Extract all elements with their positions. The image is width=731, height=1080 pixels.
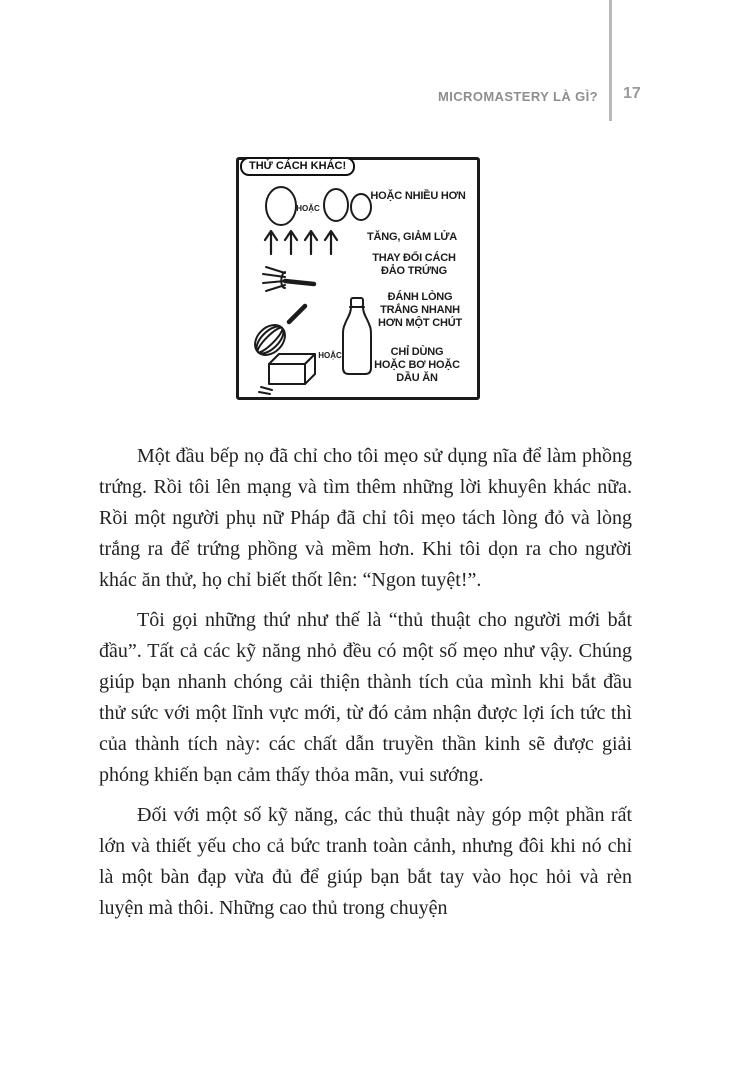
label-adjust-heat: TĂNG, GIẢM LỬA [366, 231, 458, 243]
page-number: 17 [623, 85, 641, 102]
label-butter-or-oil: CHỈ DÙNG HOẶC BƠ HOẶC DẦU ĂN [374, 346, 460, 384]
paragraph-2: Tôi gọi những thứ như thế là “thủ thuật cho người mới bắt đầu”. Tất cả các kỹ năng nhỏ đều có một số mẹo như vậy. Chúng giúp bạn nhanh chóng cải thiện thành tích của mình khi bắt đầu thử sức với một lĩnh vực mới, từ đó cảm nhận được lợi ích tức thì của thành tích này: các chất dẫn truyền thần kinh sẽ được giải phóng khiến bạn cảm thấy thỏa mãn, vui sướng. [99, 609, 632, 786]
body-text [99, 441, 632, 933]
label-whisk-faster: ĐÁNH LÒNG TRẮNG NHANH HƠN MỘT CHÚT [378, 291, 462, 329]
running-title: MICROMASTERY LÀ GÌ? [438, 89, 598, 104]
fork-icon [263, 267, 314, 291]
oil-bottle-icon [343, 298, 371, 374]
label-change-stir: THAY ĐỔI CÁCH ĐẢO TRỨNG [372, 252, 456, 277]
illustration-caption: THỬ CÁCH KHÁC! [240, 157, 355, 176]
butter-icon [259, 354, 315, 394]
label-or-fat: HOẶC [318, 351, 342, 360]
label-more-eggs: HOẶC NHIỀU HƠN [370, 190, 466, 202]
illustration-box [236, 157, 480, 400]
label-or-eggs: HOẶC [296, 204, 320, 213]
whisk-icon [249, 306, 305, 361]
paragraph-3: Đối với một số kỹ năng, các thủ thuật này góp một phần rất lớn và thiết yếu cho cả bức tranh toàn cảnh, nhưng đôi khi nó chỉ là một bàn đạp vừa đủ để giúp bạn bắt tay vào học hỏi và rèn luyện mà thôi. Những cao thủ trong chuyện [99, 804, 632, 919]
paragraph-1: Một đầu bếp nọ đã chỉ cho tôi mẹo sử dụng nĩa để làm phồng trứng. Rồi tôi lên mạng và tìm thêm những lời khuyên khác nữa. Rồi một người phụ nữ Pháp đã chỉ tôi mẹo tách lòng đỏ và lòng trắng ra để trứng phồng và mềm hơn. Khi tôi dọn ra cho người khác ăn thử, họ chỉ biết thốt lên: “Ngon tuyệt!”. [99, 445, 632, 591]
up-arrows-icon [265, 231, 337, 254]
header-divider [609, 0, 612, 121]
